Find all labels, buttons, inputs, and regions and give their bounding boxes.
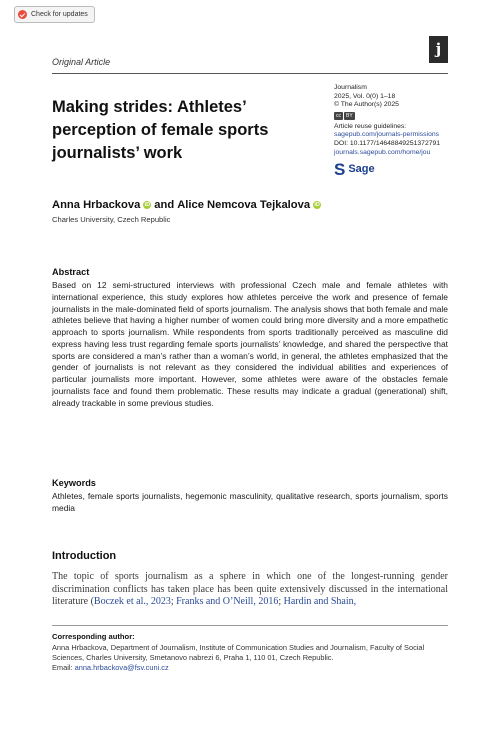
- sage-logo: [334, 161, 454, 178]
- journal-logo: j: [429, 36, 448, 63]
- abstract-body: Based on 12 semi-structured interviews with professional Czech male and female athletes with international experience, this study explores how athletes perceive the work and presence of female journalists in the male-dominated field of sports journalism. The analysis shows that both female and male athletes believe that having a higher number of women could bring more diversity and a more empathetic approach to sports journalism. While respondents from sports traditionally perceived as masculine did express having less trust regarding female sports journalists’ knowledge, and shared the perspective that sports are considered a man’s rather than a woman’s world, in general, the athletes emphasized that the gender of journalists is not relevant as they considered the individual abilities and experiences of particular journalists more important. However, some athletes were aware of the obstacles female journalists face and found them problematic. These results may indicate a gradual (generational) shift, already trackable in some previous studies.: [52, 280, 448, 408]
- footnote-divider: [52, 625, 448, 626]
- email-link[interactable]: anna.hrbackova@fsv.cuni.cz: [74, 662, 169, 672]
- abstract-heading: Abstract: [52, 267, 90, 277]
- article-title: Making strides: Athletes’ perception of female sports journalists’ work: [52, 98, 269, 162]
- keywords-body: Athletes, female sports journalists, hegemonic masculinity, qualitative research, sports journalism, sports media: [52, 491, 448, 513]
- introduction-heading: Introduction: [52, 550, 117, 562]
- introduction-body: [52, 571, 448, 609]
- citation-link[interactable]: Hardin and Shain,: [283, 596, 357, 608]
- corresponding-author-details: [52, 643, 448, 672]
- article-metadata: [334, 84, 454, 178]
- author-name: Anna Hrbackova: [52, 199, 141, 211]
- cc-by-icon: BY: [346, 112, 353, 119]
- author-conjunction: and: [154, 199, 175, 211]
- check-updates-label: Check for updates: [31, 11, 88, 18]
- reuse-link[interactable]: sagepub.com/journals-permissions: [334, 131, 440, 139]
- copyright: © The Author(s) 2025: [334, 101, 399, 109]
- sage-wordmark: Sage: [348, 163, 375, 176]
- intro-text: The topic of sports journalism as a sphere in which one of the longest-running gender discrimination conflicts has taken place has been quite extensively discussed in the international literature (: [52, 571, 448, 608]
- cc-license-badge[interactable]: [334, 112, 454, 120]
- cc-icon: cc: [336, 112, 341, 119]
- intro-text: ;: [170, 596, 177, 608]
- reuse-label: Article reuse guidelines:: [334, 122, 407, 130]
- intro-text: ;: [278, 596, 284, 608]
- journal-home-link[interactable]: journals.sagepub.com/home/jou: [334, 148, 431, 156]
- check-for-updates-button[interactable]: [14, 6, 95, 23]
- email-label: Email:: [52, 662, 75, 672]
- citation-link[interactable]: Franks and O’Neill, 2016: [176, 596, 279, 608]
- corresponding-author-address: Anna Hrbackova, Department of Journalism, Institute of Communication Studies and Journalism, Faculty of Social Sciences, Charles University, Smetanovo nabrezi 6, Praha 1, 110 01, Czech Republic.: [52, 643, 425, 662]
- journal-name: Journalism: [334, 84, 367, 91]
- header-divider: [52, 73, 448, 74]
- volume-info: 2025, Vol. 0(0) 1–18: [334, 92, 396, 100]
- keywords-heading: Keywords: [52, 478, 96, 488]
- corresponding-author-heading: Corresponding author:: [52, 632, 135, 641]
- author-affiliation: Charles University, Czech Republic: [52, 215, 171, 224]
- orcid-icon[interactable]: iD: [144, 202, 151, 208]
- check-updates-icon: [18, 10, 27, 19]
- article-type: Original Article: [52, 57, 111, 67]
- orcid-icon[interactable]: iD: [314, 202, 320, 208]
- citation-link[interactable]: Boczek et al., 2023: [93, 596, 171, 608]
- author-list: [52, 199, 321, 211]
- author-name: Alice Nemcova Tejkalova: [177, 199, 311, 211]
- sage-s-icon: S: [334, 160, 346, 180]
- doi[interactable]: DOI: 10.1177/14648849251372791: [334, 139, 441, 147]
